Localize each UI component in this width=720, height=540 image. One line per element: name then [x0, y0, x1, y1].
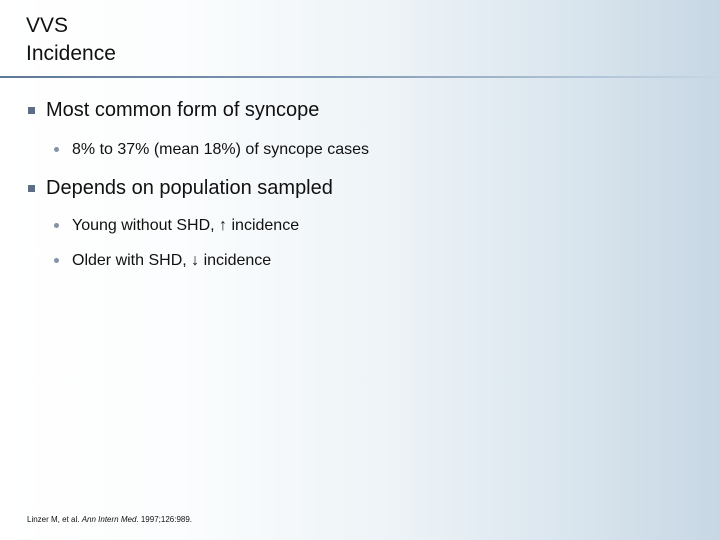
citation-authors: Linzer M, et al. — [27, 515, 80, 524]
bullet-text: Most common form of syncope — [46, 99, 320, 121]
square-bullet-icon — [28, 185, 35, 192]
citation-journal: Ann Intern Med — [81, 515, 137, 524]
dot-bullet-icon — [54, 223, 59, 228]
square-bullet-icon — [28, 107, 35, 114]
citation-details: . 1997;126:989. — [136, 515, 193, 524]
sub-bullet-text: Older with SHD, ↓ incidence — [72, 252, 272, 269]
dot-bullet-icon — [54, 258, 59, 263]
title-divider — [0, 76, 720, 78]
title-line-1: VVS — [26, 14, 69, 37]
citation — [27, 515, 192, 525]
sub-bullet-text: 8% to 37% (mean 18%) of syncope cases — [72, 141, 370, 158]
title-line-2: Incidence — [26, 42, 116, 65]
sub-bullet-text: Young without SHD, ↑ incidence — [72, 217, 300, 234]
slide-title — [26, 12, 116, 68]
bullet-text: Depends on population sampled — [46, 177, 333, 199]
dot-bullet-icon — [54, 147, 59, 152]
